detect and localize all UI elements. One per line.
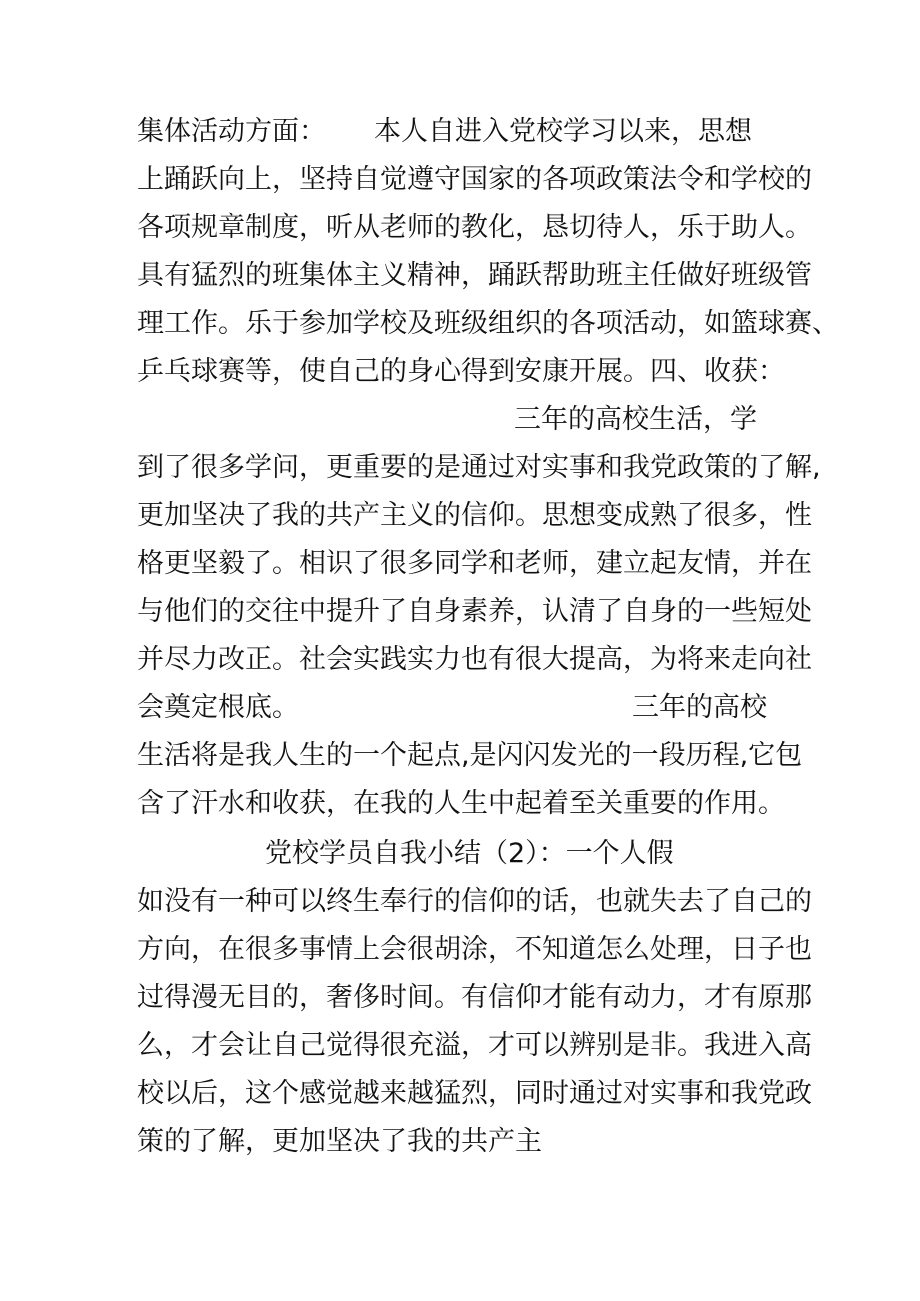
text-line-14: 生活将是我人生的一个起点,是闪闪发光的一段历程,它包 [137, 740, 803, 771]
text-line-18: 方向，在很多事情上会很胡涂，不知道怎么处理，日子也 [137, 934, 812, 965]
text-line-13a: 会奠定根底。 [137, 692, 299, 723]
text-line-10: 格更坚毅了。相识了很多同学和老师，建立起友情，并在 [137, 548, 812, 579]
text-line-20: 么，才会让自己觉得很充溢，才可以辨别是非。我进入高 [137, 1030, 812, 1061]
text-line-21: 校以后，这个感觉越来越猛烈，同时通过对实事和我党政 [137, 1078, 812, 1109]
text-line-4: 具有猛烈的班集体主义精神，踊跃帮助班主任做好班级管 [137, 260, 812, 291]
text-line-15: 含了汗水和收获，在我的人生中起着至关重要的作用。 [137, 788, 785, 819]
text-line-17: 如没有一种可以终生奉行的信仰的话，也就失去了自己的 [137, 886, 812, 917]
text-line-19: 过得漫无目的，奢侈时间。有信仰才能有动力，才有原那 [137, 982, 812, 1013]
text-line-22: 策的了解，更加坚决了我的共产主 [137, 1126, 542, 1157]
text-line-7: 三年的高校生活，学 [514, 404, 757, 435]
text-line-6: 乒乓球赛等，使自己的身心得到安康开展。四、收获： [137, 356, 785, 387]
text-line-8: 到了很多学问，更重要的是通过对实事和我党政策的了解, [137, 452, 821, 483]
text-line-2: 上踊跃向上，坚持自觉遵守国家的各项政策法令和学校的 [137, 164, 812, 195]
text-line-3: 各项规章制度，听从老师的教化，恳切待人，乐于助人。 [137, 212, 812, 243]
text-line-11: 与他们的交往中提升了自身素养，认清了自身的一些短处 [137, 596, 812, 627]
text-line-13b: 三年的高校 [632, 692, 767, 723]
text-line-5: 理工作。乐于参加学校及班级组织的各项活动，如篮球赛、 [137, 308, 839, 339]
section-heading: 党校学员自我小结（2）：一个人假 [265, 838, 674, 869]
text-line-1a: 集体活动方面： [137, 116, 326, 147]
text-line-9: 更加坚决了我的共产主义的信仰。思想变成熟了很多，性 [137, 500, 812, 531]
text-line-12: 并尽力改正。社会实践实力也有很大提高，为将来走向社 [137, 644, 812, 675]
text-line-1b: 本人自进入党校学习以来，思想 [374, 116, 752, 147]
